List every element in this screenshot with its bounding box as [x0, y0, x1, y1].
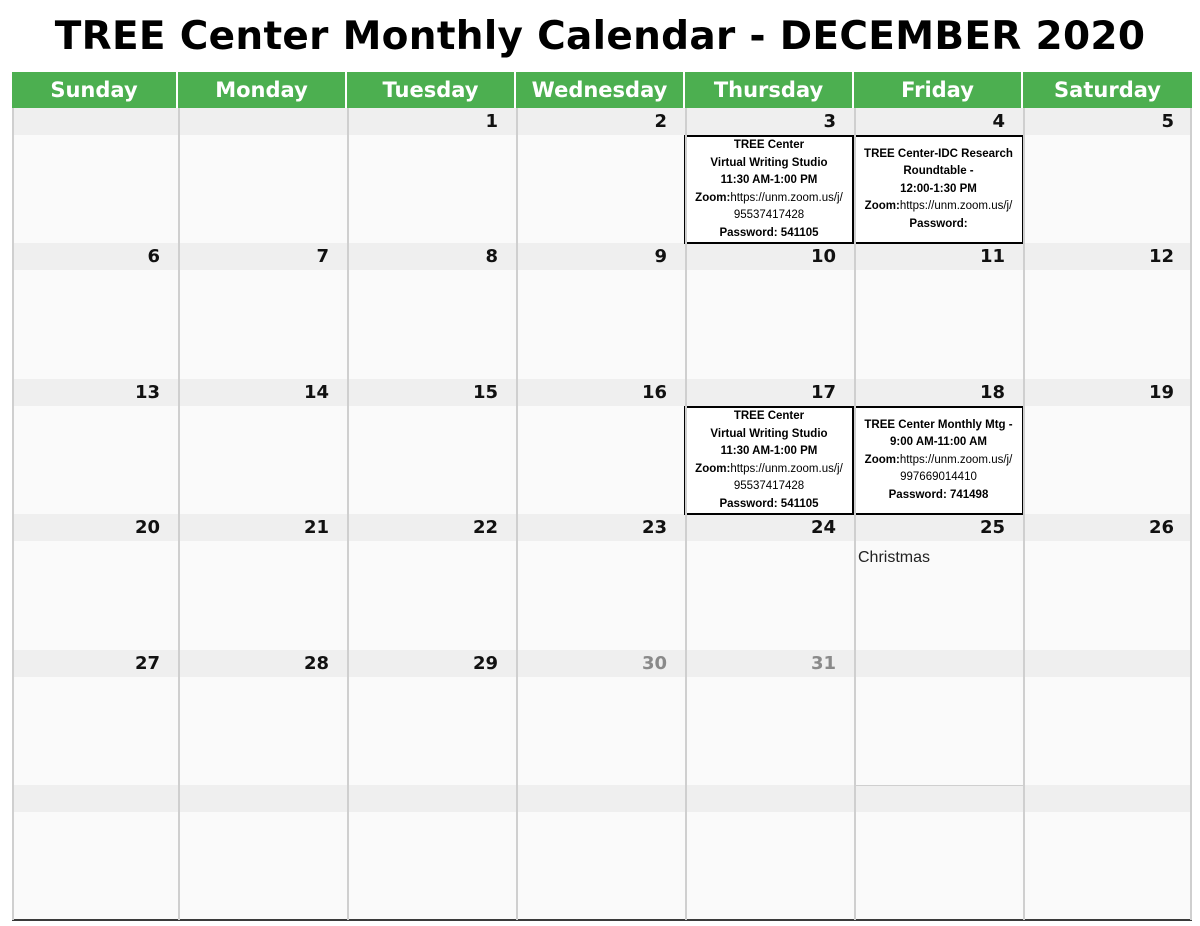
column-divider: [1190, 108, 1192, 920]
day-number[interactable]: [178, 108, 347, 135]
zoom-link[interactable]: https://unm.zoom.us/j/: [730, 462, 843, 475]
day-number[interactable]: 16: [641, 382, 667, 403]
event-zoom-line: [695, 190, 843, 208]
day-number[interactable]: 22: [472, 517, 498, 538]
event-meeting-id: 997669014410: [900, 471, 977, 484]
day-number[interactable]: 7: [316, 246, 329, 267]
event-monthly-meeting-dec18[interactable]: [853, 406, 1024, 515]
bottom-border: [12, 919, 1192, 921]
day-number[interactable]: 27: [134, 653, 160, 674]
day-number[interactable]: 30: [641, 653, 667, 674]
column-divider: [12, 108, 14, 920]
column-divider: [685, 108, 687, 920]
weekday-tuesday: Tuesday: [347, 72, 516, 108]
day-number[interactable]: 17: [810, 382, 836, 403]
event-zoom-line: [865, 198, 1013, 216]
day-number[interactable]: [516, 785, 685, 812]
day-number[interactable]: [1023, 785, 1192, 812]
day-body-strip: [12, 677, 1192, 786]
zoom-link[interactable]: https://unm.zoom.us/j/: [730, 191, 843, 204]
column-divider: [854, 108, 856, 920]
event-subtitle: Virtual Writing Studio: [710, 427, 828, 440]
zoom-label: Zoom:: [864, 453, 900, 466]
event-writing-studio-dec3[interactable]: [684, 135, 854, 244]
day-number[interactable]: 10: [810, 246, 836, 267]
day-number[interactable]: 2: [654, 111, 667, 132]
column-divider: [178, 108, 180, 920]
cell-divider: [854, 785, 1024, 786]
day-number[interactable]: 26: [1148, 517, 1174, 538]
day-number[interactable]: 21: [303, 517, 329, 538]
week-row: [12, 650, 1192, 786]
day-number[interactable]: 4: [992, 111, 1005, 132]
weekday-wednesday: Wednesday: [516, 72, 685, 108]
day-number[interactable]: [12, 108, 178, 135]
day-number[interactable]: 31: [810, 653, 836, 674]
event-time: 11:30 AM-1:00 PM: [720, 445, 818, 457]
event-subtitle: Roundtable -: [903, 165, 974, 178]
day-number[interactable]: [12, 785, 178, 812]
calendar-title: TREE Center Monthly Calendar - DECEMBER 2020: [54, 13, 1146, 59]
day-number[interactable]: 5: [1161, 111, 1174, 132]
day-number[interactable]: [178, 785, 347, 812]
event-title: TREE Center Monthly Mtg -: [864, 418, 1013, 431]
day-number[interactable]: 29: [472, 653, 498, 674]
day-number[interactable]: [685, 785, 854, 812]
day-number[interactable]: 14: [303, 382, 329, 403]
day-body-strip: [12, 812, 1192, 921]
day-number[interactable]: [854, 650, 1023, 677]
event-time: 9:00 AM-11:00 AM: [890, 436, 987, 449]
day-number[interactable]: 1: [485, 111, 498, 132]
zoom-link[interactable]: https://unm.zoom.us/j/: [899, 453, 1013, 466]
event-zoom-line: [695, 461, 843, 479]
event-title: TREE Center: [733, 139, 805, 151]
zoom-label: Zoom:: [864, 200, 900, 213]
column-divider: [516, 108, 518, 920]
day-number[interactable]: 18: [979, 382, 1005, 403]
column-divider: [347, 108, 349, 920]
event-writing-studio-dec17[interactable]: [684, 406, 854, 515]
event-subtitle: Virtual Writing Studio: [710, 156, 828, 169]
event-time: 11:30 AM-1:00 PM: [720, 174, 818, 186]
week-row: [12, 243, 1192, 379]
day-number[interactable]: 28: [303, 653, 329, 674]
day-number[interactable]: [347, 785, 516, 812]
day-number[interactable]: 19: [1148, 382, 1174, 403]
day-number[interactable]: 15: [472, 382, 498, 403]
weekday-friday: Friday: [854, 72, 1023, 108]
day-body-strip: [12, 270, 1192, 379]
weekday-sunday: Sunday: [12, 72, 178, 108]
week-row: [12, 785, 1192, 921]
column-divider: [1023, 108, 1025, 920]
event-password: Password: 541105: [719, 226, 819, 239]
day-number[interactable]: 13: [134, 382, 160, 403]
weekday-header: [12, 72, 1192, 108]
event-title: TREE Center-IDC Research: [864, 147, 1013, 160]
day-body-strip: [12, 541, 1192, 650]
day-number[interactable]: 11: [979, 246, 1005, 267]
event-meeting-id: 95537417428: [733, 209, 805, 221]
day-number[interactable]: 12: [1148, 246, 1174, 267]
event-time: 12:00-1:30 PM: [900, 182, 977, 195]
day-number[interactable]: [1023, 650, 1192, 677]
day-number[interactable]: 6: [147, 246, 160, 267]
event-title: TREE Center: [733, 410, 805, 422]
day-number[interactable]: 25: [979, 517, 1005, 538]
holiday-note-christmas: Christmas: [858, 549, 931, 566]
event-zoom-line: [865, 452, 1013, 470]
day-number[interactable]: 9: [654, 246, 667, 267]
zoom-link[interactable]: https://unm.zoom.us/j/: [899, 200, 1013, 213]
day-number[interactable]: [854, 785, 1023, 812]
event-password: Password:: [909, 217, 968, 230]
day-number[interactable]: 23: [641, 517, 667, 538]
weekday-monday: Monday: [178, 72, 347, 108]
day-number[interactable]: 3: [823, 111, 836, 132]
event-meeting-id: 95537417428: [733, 480, 805, 492]
day-number[interactable]: 8: [485, 246, 498, 267]
week-row: [12, 514, 1192, 650]
zoom-label: Zoom:: [695, 191, 731, 204]
day-number[interactable]: 24: [810, 517, 836, 538]
zoom-label: Zoom:: [695, 462, 731, 475]
event-password: Password: 741498: [888, 488, 989, 501]
event-research-roundtable-dec4[interactable]: [853, 135, 1024, 244]
weekday-thursday: Thursday: [685, 72, 854, 108]
day-number[interactable]: 20: [134, 517, 160, 538]
event-password: Password: 541105: [719, 497, 819, 510]
weekday-saturday: Saturday: [1054, 78, 1161, 102]
